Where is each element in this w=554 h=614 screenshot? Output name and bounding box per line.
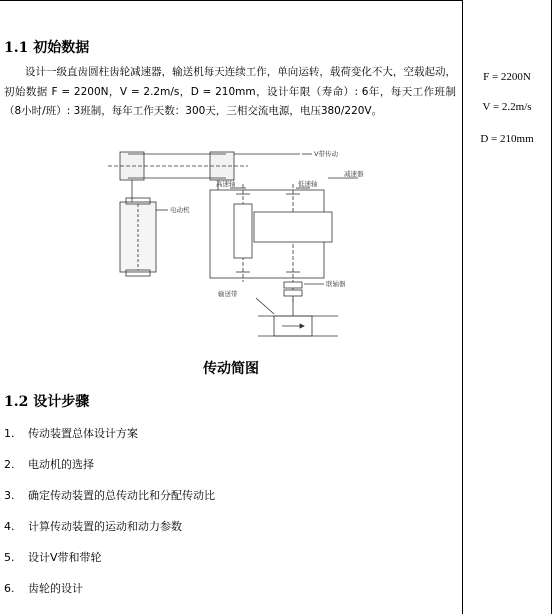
conveyor-label: 输送带 — [218, 290, 238, 298]
side-column — [462, 0, 552, 614]
section-heading-design-steps: 1.2 设计步骤 — [4, 394, 90, 410]
transmission-diagram — [98, 142, 382, 344]
side-value-velocity: V = 2.2m/s — [482, 101, 532, 113]
coupling — [284, 282, 302, 288]
v-belt-label: V带传动 — [314, 150, 338, 158]
list-item: 1. 传动装置总体设计方案 — [4, 427, 138, 440]
side-value-force: F = 2200N — [483, 71, 531, 83]
list-item: 6. 齿轮的设计 — [4, 582, 83, 595]
diagram-caption: 传动简图 — [203, 361, 259, 377]
list-item: 2. 电动机的选择 — [4, 458, 94, 471]
pinion — [234, 204, 252, 258]
high-shaft-label: 高速轴 — [216, 180, 236, 188]
initial-data-paragraph: 设计一级直齿圆柱齿轮减速器，输送机每天连续工作，单向运转，载荷变化不大，空载起动，初始数据 F = 2200N，V = 2.2m/s，D = 210mm，设计年限（寿命）: 6年，每天工作班制（8小时/班）: 3班制，每年工作天数：300天，三相交流电源，电压380/220V。 — [4, 66, 456, 117]
low-shaft-label: 低速轴 — [298, 180, 318, 188]
list-item: 4. 计算传动装置的运动和动力参数 — [4, 520, 182, 533]
gear — [254, 212, 332, 242]
list-item: 5. 设计V带和带轮 — [4, 551, 102, 564]
list-item: 3. 确定传动装置的总传动比和分配传动比 — [4, 489, 215, 502]
side-value-diameter: D = 210mm — [480, 133, 534, 145]
section-heading-initial-data: 1.1 初始数据 — [4, 40, 90, 56]
reducer-label: 减速器 — [344, 170, 364, 178]
motor-label: 电动机 — [170, 206, 190, 214]
coupling-label: 联轴器 — [326, 280, 346, 288]
top-rule — [0, 0, 462, 1]
